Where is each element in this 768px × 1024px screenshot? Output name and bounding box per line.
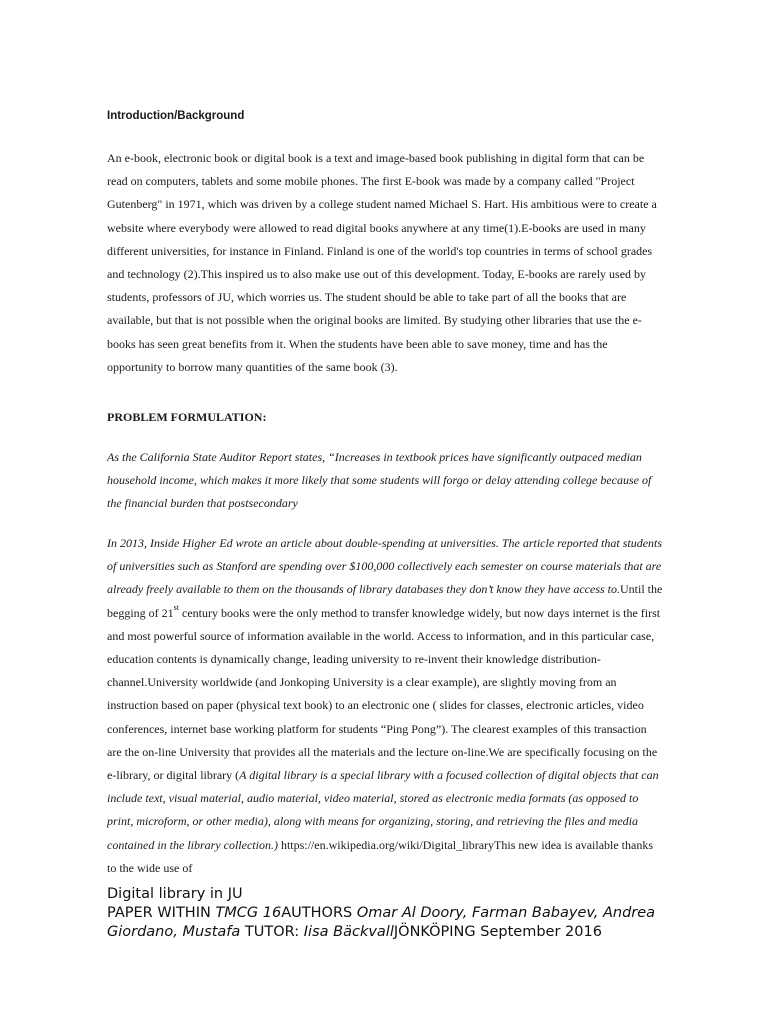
course-code: TMCG 16 <box>215 905 282 921</box>
document-metadata-footer <box>107 885 663 942</box>
quote-paragraph: As the California State Auditor Report states, “Increases in textbook prices have significantly outpaced median household income, which makes it more likely that some students will forgo or delay attending college because of the financial burden that postsecondary <box>107 450 652 511</box>
text-segment-2: century books were the only method to transfer knowledge widely, but now days internet is the first and most powerful source of information available in the world. Access to information, and in this particular case, education contents is dynamically change, leading university to re-invent their knowledge distribution-channel.University worldwide (and Jonkoping University is a clear example), are slightly moving from an instruction based on paper (physical text book) to an electronic one ( slides for classes, electronic articles, video conferences, internet base working platform for students “Ping Pong”). The clearest examples of this transaction are the on-line University that provides all the materials and the lecture on-line.We are specifically focusing on the e-library, or digital library ( <box>107 605 661 783</box>
tutor-name: Iisa Bäckvall <box>303 924 394 940</box>
italic-citation-1: In 2013, Inside Higher Ed wrote an article about double-spending at universities. The article reported that students of universities such as Stanford are spending over $100,000 collectively each semester on course materials that are already freely available to them on the thousands of library databases they don’t know they have access to. <box>107 536 663 597</box>
section-heading-introduction: Introduction/Background <box>107 110 245 122</box>
italic-definition: A digital library is a special library with a focused collection of digital objects that can include text, visual material, audio material, video material, stored as electronic media formats (as opposed to print, microform, or other media), along with means for organizing, storing, and retrieving the files and media contained in the library collection.) <box>107 768 659 852</box>
document-title: Digital library in JU <box>107 886 243 902</box>
authors-label: AUTHORS <box>281 905 353 921</box>
intro-paragraph: An e-book, electronic book or digital book is a text and image-based book publishing in digital form that can be read on computers, tablets and some mobile phones. The first E-book was made by a company called "Project Gutenberg" in 1971, which was driven by a college student named Michael S. Hart. His ambitious were to create a website where everybody were allowed to read digital books anywhere at any time(1).E-books are used in many different universities, for instance in Finland. Finland is one of the world's top countries in terms of school grades and technology (2).This inspired us to also make use out of this development. Today, E-books are rarely used by students, professors of JU, which worries us. The student should be able to take part of all the books that are available, but that is not possible when the original books are limited. By studying other libraries that use the e-books has seen great benefits from it. When the students have been able to save money, time and has the opportunity to borrow many quantities of the same book (3). <box>107 151 657 374</box>
section-heading-problem: PROBLEM FORMULATION: <box>107 410 267 424</box>
text-segment-1: Until the begging of 21 <box>107 582 663 620</box>
text-segment-3: https://en.wikipedia.org/wiki/Digital_libraryThis new idea is available thanks to the wide use of <box>107 837 654 875</box>
paper-within-label: PAPER WITHIN <box>107 905 211 921</box>
problem-paragraph <box>107 532 663 880</box>
document-date: September 2016 <box>480 924 602 940</box>
tutor-label: TUTOR: <box>244 924 300 940</box>
document-credits <box>107 904 663 942</box>
place-name: JÖNKÖPING <box>393 924 476 940</box>
authors-list: Omar Al Doory, Farman Babayev, Andrea Giordano, Mustafa <box>107 905 656 940</box>
superscript-st: st <box>173 602 179 612</box>
